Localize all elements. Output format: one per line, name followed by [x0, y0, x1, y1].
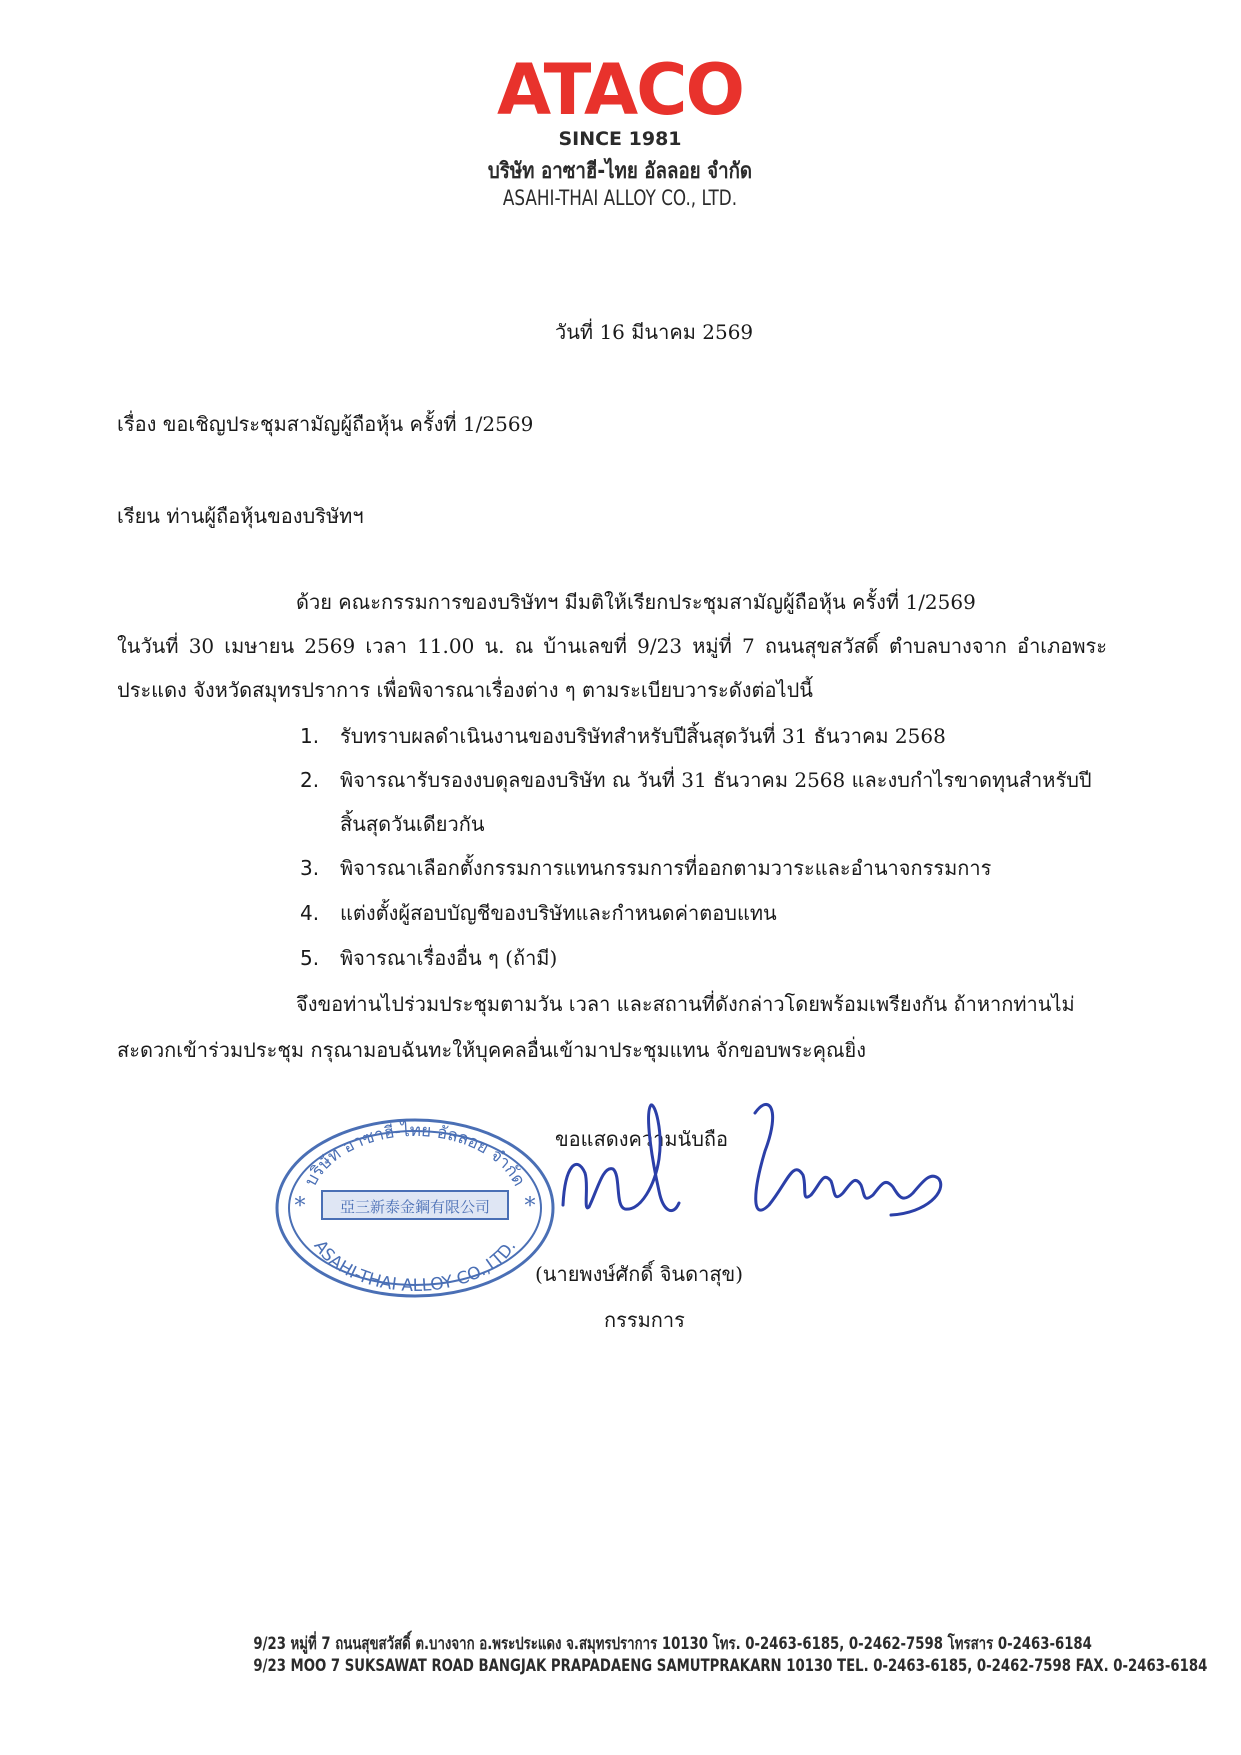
signer-position: กรรมการ — [604, 1308, 685, 1332]
agenda-text: แต่งตั้งผู้สอบบัญชีของบริษัทและกำหนดค่าตอบแทน — [340, 901, 777, 925]
body-line-3: ประแดง จังหวัดสมุทรปราการ เพื่อพิจารณาเรื่องต่าง ๆ ตามระเบียบวาระดังต่อไปนี้ — [117, 678, 813, 702]
letter-salutation: เรียน ท่านผู้ถือหุ้นของบริษัทฯ — [117, 504, 364, 528]
body-line-1: ด้วย คณะกรรมการของบริษัทฯ มีมติให้เรียกประชุมสามัญผู้ถือหุ้น ครั้งที่ 1/2569 — [296, 590, 976, 614]
svg-text:ATACO: ATACO — [496, 49, 744, 130]
stamp-top-text: บริษัท อาซาฮี-ไทย อัลลอย จำกัด — [301, 1120, 529, 1190]
body-line-2: ในวันที่ 30 เมษายน 2569 เวลา 11.00 น. ณ บ้านเลขที่ 9/23 หมู่ที่ 7 ถนนสุขสวัสดิ์ ตำบลบางจาก อำเภอพระ — [117, 634, 1107, 658]
agenda-text: พิจารณารับรองงบดุลของบริษัท ณ วันที่ 31 ธันวาคม 2568 และงบกำไรขาดทุนสำหรับปี — [340, 768, 1092, 792]
agenda-text: พิจารณาเรื่องอื่น ๆ (ถ้ามี) — [340, 946, 558, 970]
svg-text:*: * — [524, 1194, 536, 1219]
agenda-item — [300, 764, 1092, 796]
agenda-number: 1. — [300, 724, 320, 748]
signature — [555, 1095, 985, 1225]
agenda-number: 4. — [300, 901, 320, 925]
agenda-number: 5. — [300, 946, 320, 970]
closing-line-1: จึงขอท่านไปร่วมประชุมตามวัน เวลา และสถานที่ดังกล่าวโดยพร้อมเพรียงกัน ถ้าหากท่านไม่ — [296, 992, 1075, 1016]
stamp-middle-text: 亞三新泰金鋼有限公司 — [339, 1198, 491, 1216]
agenda-item — [300, 720, 946, 752]
agenda-text: พิจารณาเลือกตั้งกรรมการแทนกรรมการที่ออกตามวาระและอำนาจกรรมการ — [340, 856, 992, 880]
signer-name: (นายพงษ์ศักดิ์ จินดาสุข) — [535, 1262, 743, 1286]
agenda-number: 3. — [300, 856, 320, 880]
agenda-text: รับทราบผลดำเนินงานของบริษัทสำหรับปีสิ้นสุดวันที่ 31 ธันวาคม 2568 — [340, 724, 946, 748]
footer-address-english: 9/23 MOO 7 SUKSAWAT ROAD BANGJAK PRAPADAENG SAMUTPRAKARN 10130 TEL. 0-2463-6185, 0-2462-7598 FAX. 0-2463-6184 — [253, 1656, 1208, 1676]
svg-text:บริษัท อาซาฮี-ไทย อัลลอย จำกัด — [301, 1120, 529, 1190]
company-name-english: ASAHI-THAI ALLOY CO., LTD. — [502, 186, 738, 210]
company-name-thai: บริษัท อาซาฮี-ไทย อัลลอย จำกัด — [487, 159, 753, 184]
agenda-number: 2. — [300, 768, 320, 792]
footer-address-thai: 9/23 หมู่ที่ 7 ถนนสุขสวัสดิ์ ต.บางจาก อ.พระประแดง จ.สมุทรปราการ 10130 โทร. 0-2463-6185, 0-2462-7598 โทรสาร 0-2463-6184 — [253, 1634, 1092, 1654]
svg-text:ASAHI-THAI ALLOY CO.,LTD. — [309, 1237, 520, 1296]
letter-date: วันที่ 16 มีนาคม 2569 — [555, 320, 754, 344]
svg-text:*: * — [294, 1194, 306, 1219]
stamp-bottom-text: ASAHI-THAI ALLOY CO.,LTD. — [309, 1236, 521, 1297]
agenda-item — [300, 852, 991, 884]
ataco-logo — [470, 40, 770, 130]
since-year: SINCE 1981 — [558, 128, 682, 150]
closing-line-2: สะดวกเข้าร่วมประชุม กรุณามอบฉันทะให้บุคคลอื่นเข้ามาประชุมแทน จักขอบพระคุณยิ่ง — [117, 1038, 867, 1062]
agenda-item — [300, 897, 777, 929]
letter-subject: เรื่อง ขอเชิญประชุมสามัญผู้ถือหุ้น ครั้งที่ 1/2569 — [117, 412, 534, 436]
closing-regards: ขอแสดงความนับถือ — [555, 1127, 729, 1151]
agenda-text-continued: สิ้นสุดวันเดียวกัน — [340, 812, 485, 836]
company-stamp — [270, 1113, 560, 1303]
agenda-item — [300, 942, 557, 974]
